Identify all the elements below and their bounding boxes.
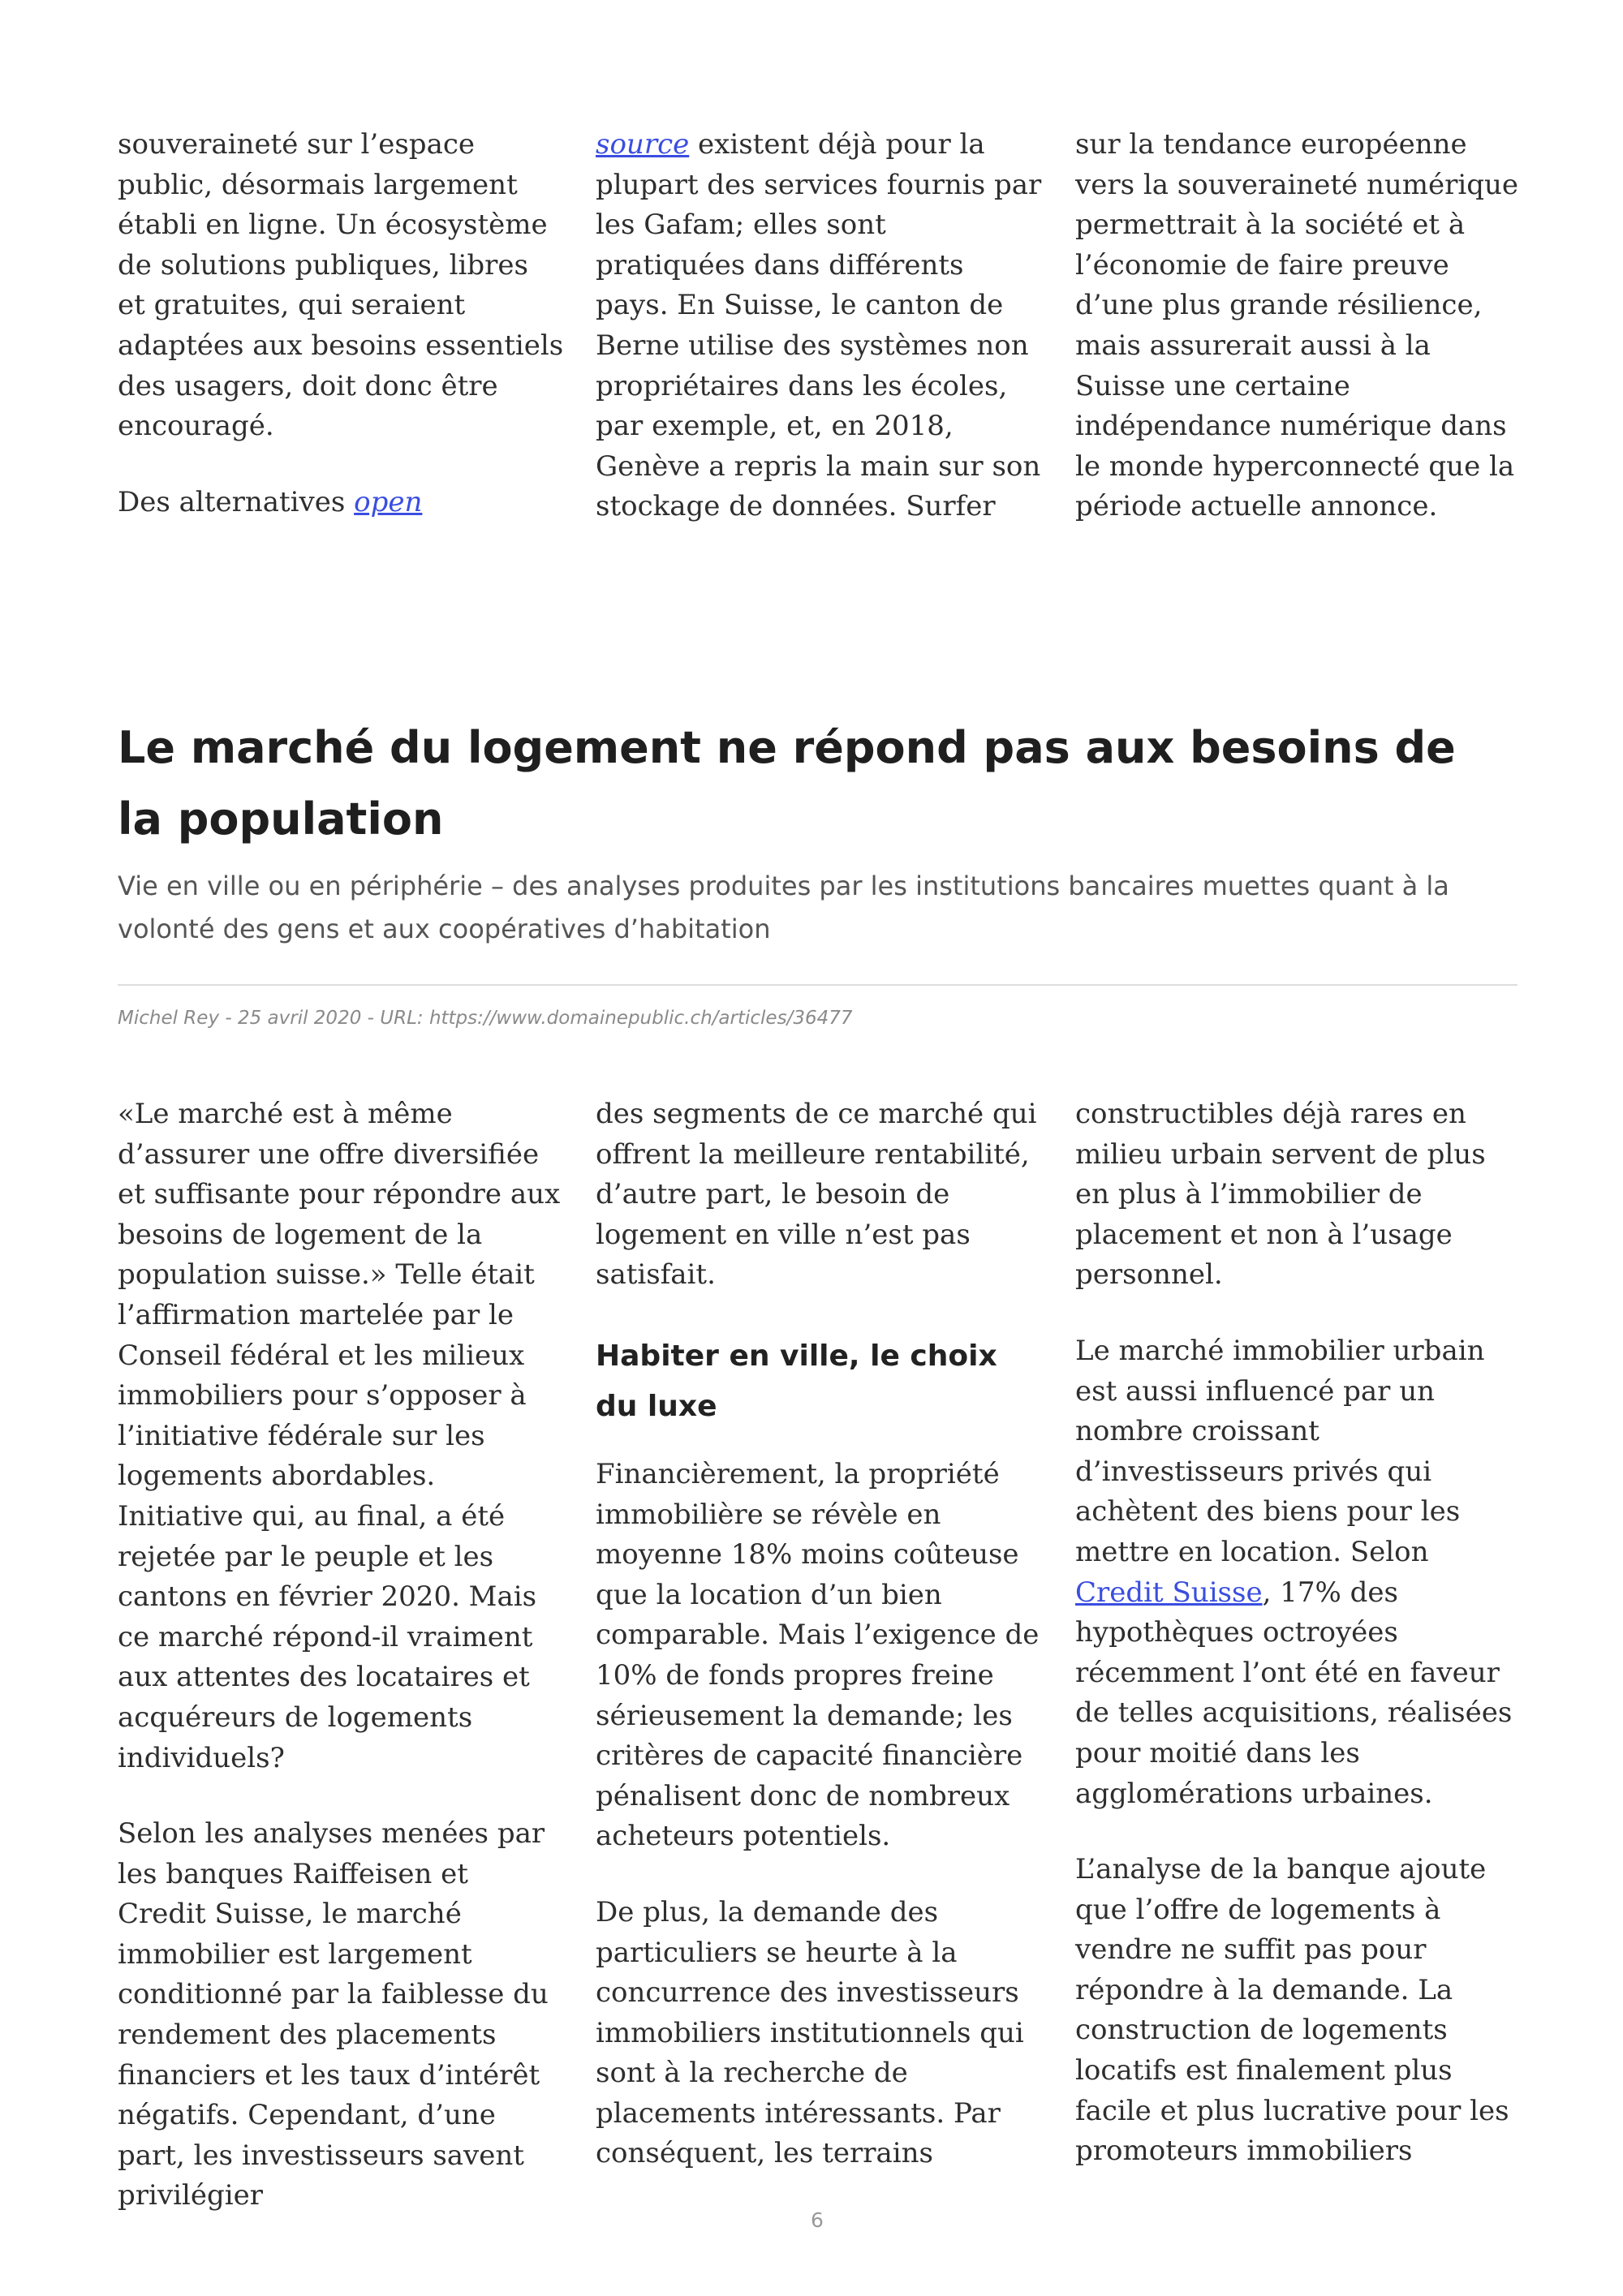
article-column-2	[596, 1094, 1042, 2174]
prev-article-column-1	[118, 125, 564, 522]
section-heading: Habiter en ville, le choix du luxe	[596, 1339, 997, 1423]
article-column-1	[118, 1094, 564, 2216]
prev-article-column-3	[1075, 125, 1522, 527]
paragraph: «Le marché est à même d’assurer une offre diversifiée et suffisante pour répondre aux besoins de logement de la population suisse.» Telle était l’affirmation martelée par le Conseil fédéral et les milieux immobiliers pour s’opposer à l’initiative fédérale sur les logements abordables. Initiative qui, au final, a été rejetée par le peuple et les cantons en février 2020. Mais ce marché répond-il vraiment aux attentes des locataires et acquéreurs de logements individuels?	[118, 1098, 561, 1774]
article-subtitle: Vie en ville ou en périphérie – des analyses produites par les institutions bancaires muettes quant à la volonté des gens et aux coopératives d’habitation	[118, 871, 1449, 944]
text: Le marché immobilier urbain est aussi influencé par un nombre croissant d’investisseurs privés qui achètent des biens pour les mettre en location. Selon	[1075, 1334, 1485, 1568]
paragraph: sur la tendance européenne vers la souveraineté numérique permettrait à la société et à l’économie de faire preuve d’une plus grande résilience, mais assurerait aussi à la Suisse une certaine indépendance numérique dans le monde hyperconnecté que la période actuelle annonce.	[1075, 128, 1519, 523]
paragraph	[118, 483, 564, 523]
article-byline: Michel Rey - 25 avril 2020 - URL: https://www.domainepublic.ch/articles/36477	[118, 1008, 853, 1029]
paragraph	[596, 125, 1042, 527]
paragraph	[1075, 1331, 1522, 1814]
article-title: Le marché du logement ne répond pas aux besoins de la population	[118, 722, 1456, 845]
article-column-3	[1075, 1094, 1522, 2172]
paragraph: souveraineté sur l’espace public, désormais largement établi en ligne. Un écosystème de solutions publiques, libres et gratuites, qui seraient adaptées aux besoins essentiels des usagers, doit donc être encouragé.	[118, 128, 564, 443]
divider	[118, 984, 1518, 986]
link-credit-suisse[interactable]: Credit Suisse	[1075, 1576, 1263, 1609]
link-open[interactable]: open	[354, 485, 423, 518]
page-number: 6	[811, 2208, 824, 2232]
paragraph: Financièrement, la propriété immobilière se révèle en moyenne 18% moins coûteuse que la location d’un bien comparable. Mais l’exigence de 10% de fonds propres freine sérieusement la demande; les critères de capacité financière pénalisent donc de nombreux acheteurs potentiels.	[596, 1457, 1040, 1853]
paragraph: Selon les analyses menées par les banques Raiffeisen et Credit Suisse, le marché immobilier est largement conditionné par la faiblesse du rendement des placements financiers et les taux d’intérêt négatifs. Cependant, d’une part, les investisseurs savent privilégier	[118, 1817, 549, 2212]
text: Des alternatives	[118, 485, 355, 518]
prev-article-column-2	[596, 125, 1042, 527]
paragraph: des segments de ce marché qui offrent la meilleure rentabilité, d’autre part, le besoin de logement en ville n’est pas satisfait.	[596, 1098, 1037, 1292]
text: , 17% des hypothèques octroyées récemment l’ont été en faveur de telles acquisitions, réalisées pour moitié dans les agglomérations urbaines.	[1075, 1576, 1513, 1810]
text: existent déjà pour la plupart des services fournis par les Gafam; elles sont pratiquées dans différents pays. En Suisse, le canton de Berne utilise des systèmes non propriétaires dans les écoles, par exemple, et, en 2018, Genève a repris la main sur son stockage de données. Surfer	[596, 128, 1042, 523]
paragraph: L’analyse de la banque ajoute que l’offre de logements à vendre ne suffit pas pour répondre à la demande. La construction de logements locatifs est finalement plus facile et plus lucrative pour les promoteurs immobiliers	[1075, 1853, 1509, 2168]
link-source[interactable]: source	[596, 128, 690, 161]
paragraph: constructibles déjà rares en milieu urbain servent de plus en plus à l’immobilier de placement et non à l’usage personnel.	[1075, 1098, 1486, 1292]
paragraph: De plus, la demande des particuliers se heurte à la concurrence des investisseurs immobiliers institutionnels qui sont à la recherche de placements intéressants. Par conséquent, les terrains	[596, 1895, 1024, 2170]
